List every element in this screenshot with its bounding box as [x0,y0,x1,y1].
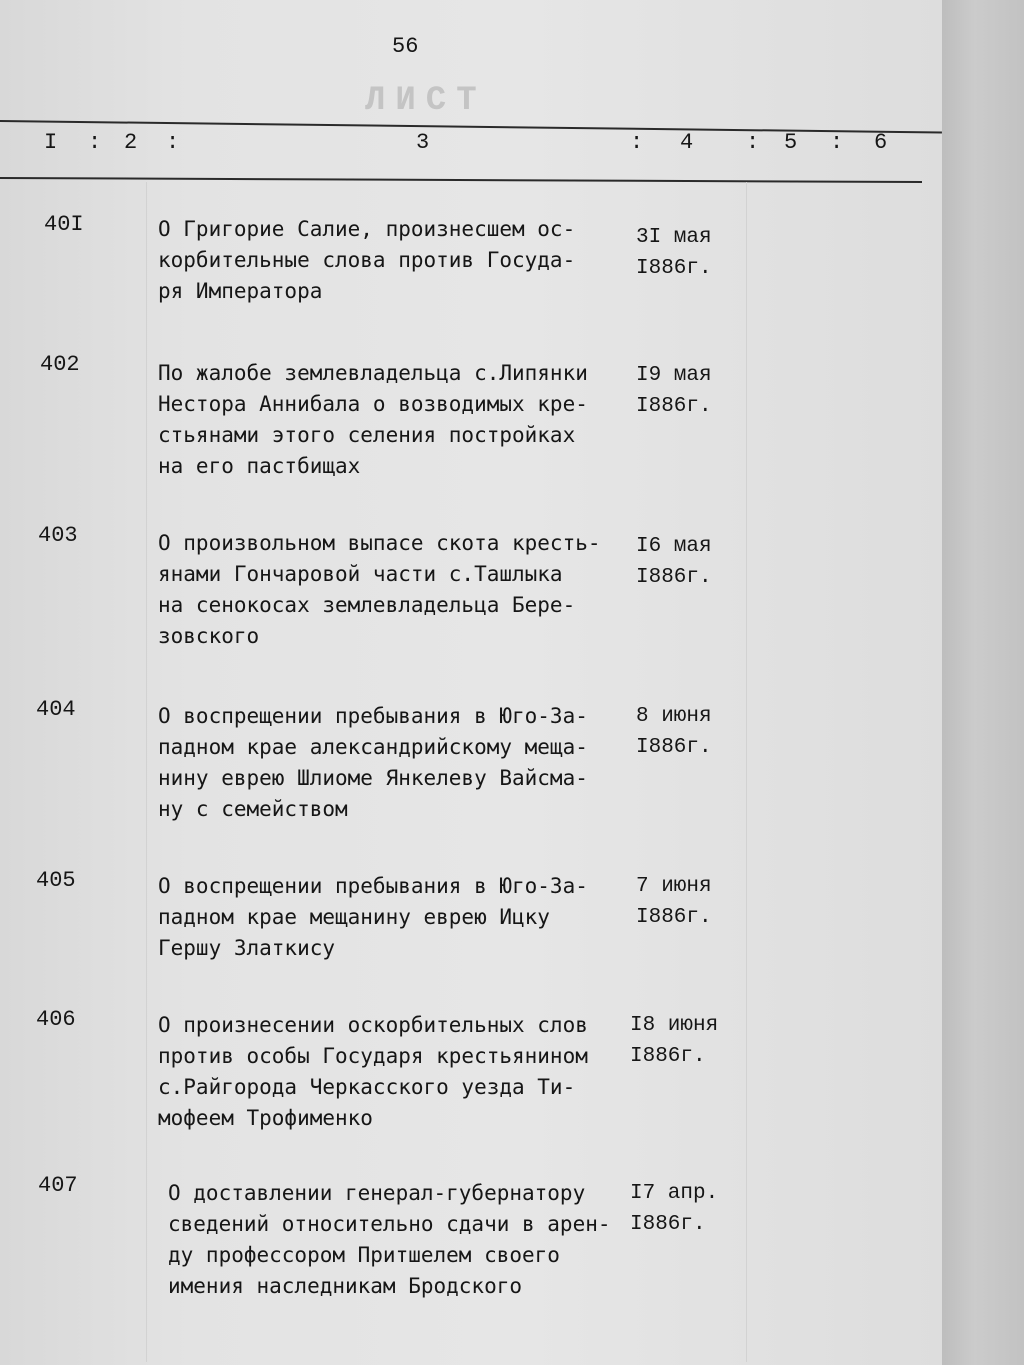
adjacent-page-edge [942,0,1024,1365]
entry-date: 3I мая I886г. [636,226,712,280]
entry-date: I9 мая I886г. [636,364,712,418]
entry-title: О воспрещении пребывания в Юго-За- падном крае александрийскому меща- нину еврею Шлиоме Янкелеву Вайсма- ну с семейством [158,704,588,821]
column-separator: : [746,130,760,155]
entry-number: 407 [38,1173,78,1198]
entry-date: I8 июня I886г. [630,1014,719,1068]
column-divider [146,182,147,1362]
column-number-5: 5 [784,130,798,155]
column-number-6: 6 [874,130,888,155]
entry-number: 404 [36,697,76,722]
column-number-3: 3 [416,130,430,155]
column-separator: : [166,130,180,155]
column-separator: : [630,130,644,155]
column-separator: : [830,130,844,155]
entry-date: 8 июня I886г. [636,705,712,759]
entry-date: I6 мая I886г. [636,535,712,589]
entry-date: 7 июня I886г. [636,875,712,929]
entry-number: 403 [38,523,78,548]
entry-number: 40I [44,212,84,237]
entry-title: По жалобе землевладельца с.Липянки Нестора Аннибала о возводимых кре- стьянами этого селения постройках на его пастбищах [158,361,588,478]
column-number-1: I [44,130,58,155]
entry-number: 406 [36,1007,76,1032]
page-number: 56 [392,34,419,59]
entry-title: О Григорие Салие, произнесшем ос- корбительные слова против Госуда- ря Императора [158,217,576,303]
column-number-2: 2 [124,130,138,155]
entry-title: О воспрещении пребывания в Юго-За- падном крае мещанину еврею Ицку Гершу Златкису [158,874,588,960]
entry-title: О произвольном выпасе скота кресть- янами Гончаровой части с.Ташлыка на сенокосах землевладельца Бере- зовского [158,531,601,648]
entry-number: 405 [36,868,76,893]
column-separator: : [88,130,102,155]
entry-title: О доставлении генерал-губернатору сведений относительно сдачи в арен- ду профессором Притшелем своего имения наследникам Бродского [168,1181,611,1298]
entry-date: I7 апр. I886г. [630,1182,719,1236]
column-number-4: 4 [680,130,694,155]
column-divider [746,182,747,1362]
entry-title: О произнесении оскорбительных слов против особы Государя крестьянином с.Райгорода Черкасского уезда Ти- мофеем Трофименко [158,1013,588,1130]
header-top-rule [0,120,942,134]
show-through-text: ЛИСТ [365,82,487,120]
header-bottom-rule [0,177,922,183]
entry-number: 402 [40,352,80,377]
